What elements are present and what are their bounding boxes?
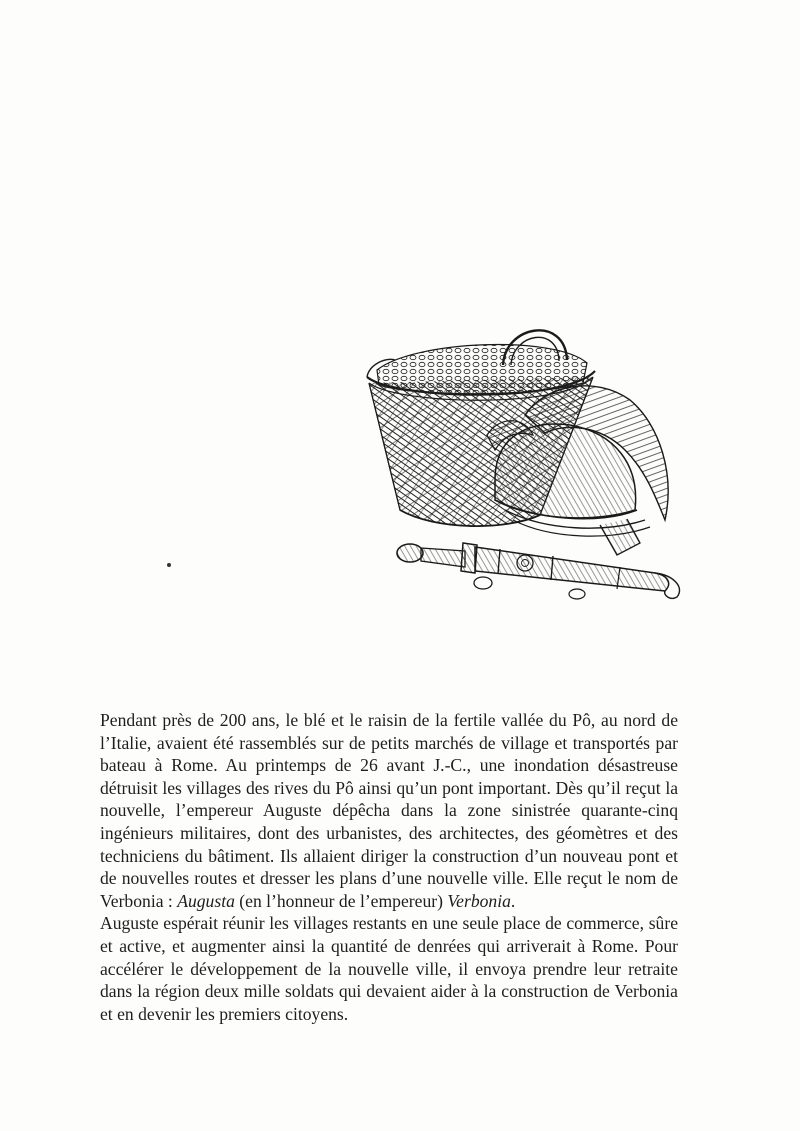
italic-term: Verbonia (447, 890, 511, 911)
text-line: par bateau à Rome. Au printemps de 26 avant J.-C., une inondation désastreuse (100, 732, 678, 776)
body-text (100, 709, 678, 1025)
text-line: Pour accélérer le développement de la nouvelle ville, il envoya prendre leur (100, 935, 678, 979)
text-line: et de nouvelles routes et dresser les plans d’une nouvelle ville. Elle reçut le nom (100, 845, 678, 889)
sword-icon (397, 543, 680, 599)
text-line: la nouvelle, l’empereur Auguste dépêcha dans la zone sinistrée quarante-cinq (100, 777, 679, 821)
text-line: de Verbonia et en devenir les premiers citoyens. (100, 981, 678, 1024)
text-line: retraite dans la région deux mille soldats qui devaient aider à la construction (100, 958, 678, 1002)
text-fragment: (en l’honneur de l’empereur) (234, 890, 448, 911)
text-fragment: de Verbonia : (100, 868, 678, 911)
paragraph-1 (100, 709, 678, 912)
illustration (355, 305, 695, 610)
text-line: sûre et active, et augmenter ainsi la quantité de denrées qui arriverait à Rome. (100, 913, 678, 956)
text-fragment: . (510, 890, 516, 911)
paragraph-2 (100, 912, 678, 1025)
text-line: Auguste espérait réunir les villages restants en une seule place de commerce, (100, 913, 645, 934)
text-line: Pendant près de 200 ans, le blé et le raisin de la fertile vallée du Pô, au nord (100, 710, 656, 730)
ink-speck (167, 563, 171, 567)
text-line: de l’Italie, avaient été rassemblés sur de petits marchés de village et transportés (100, 710, 678, 753)
italic-term: Augusta (177, 890, 235, 911)
text-line: détruisit les villages des rives du Pô ainsi qu’un pont important. Dès qu’il reçut (100, 777, 661, 798)
text-line: ingénieurs militaires, dont des urbanistes, des architectes, des géomètres et des (100, 822, 678, 843)
text-line: techniciens du bâtiment. Ils allaient diriger la construction d’un nouveau pont (100, 845, 660, 866)
